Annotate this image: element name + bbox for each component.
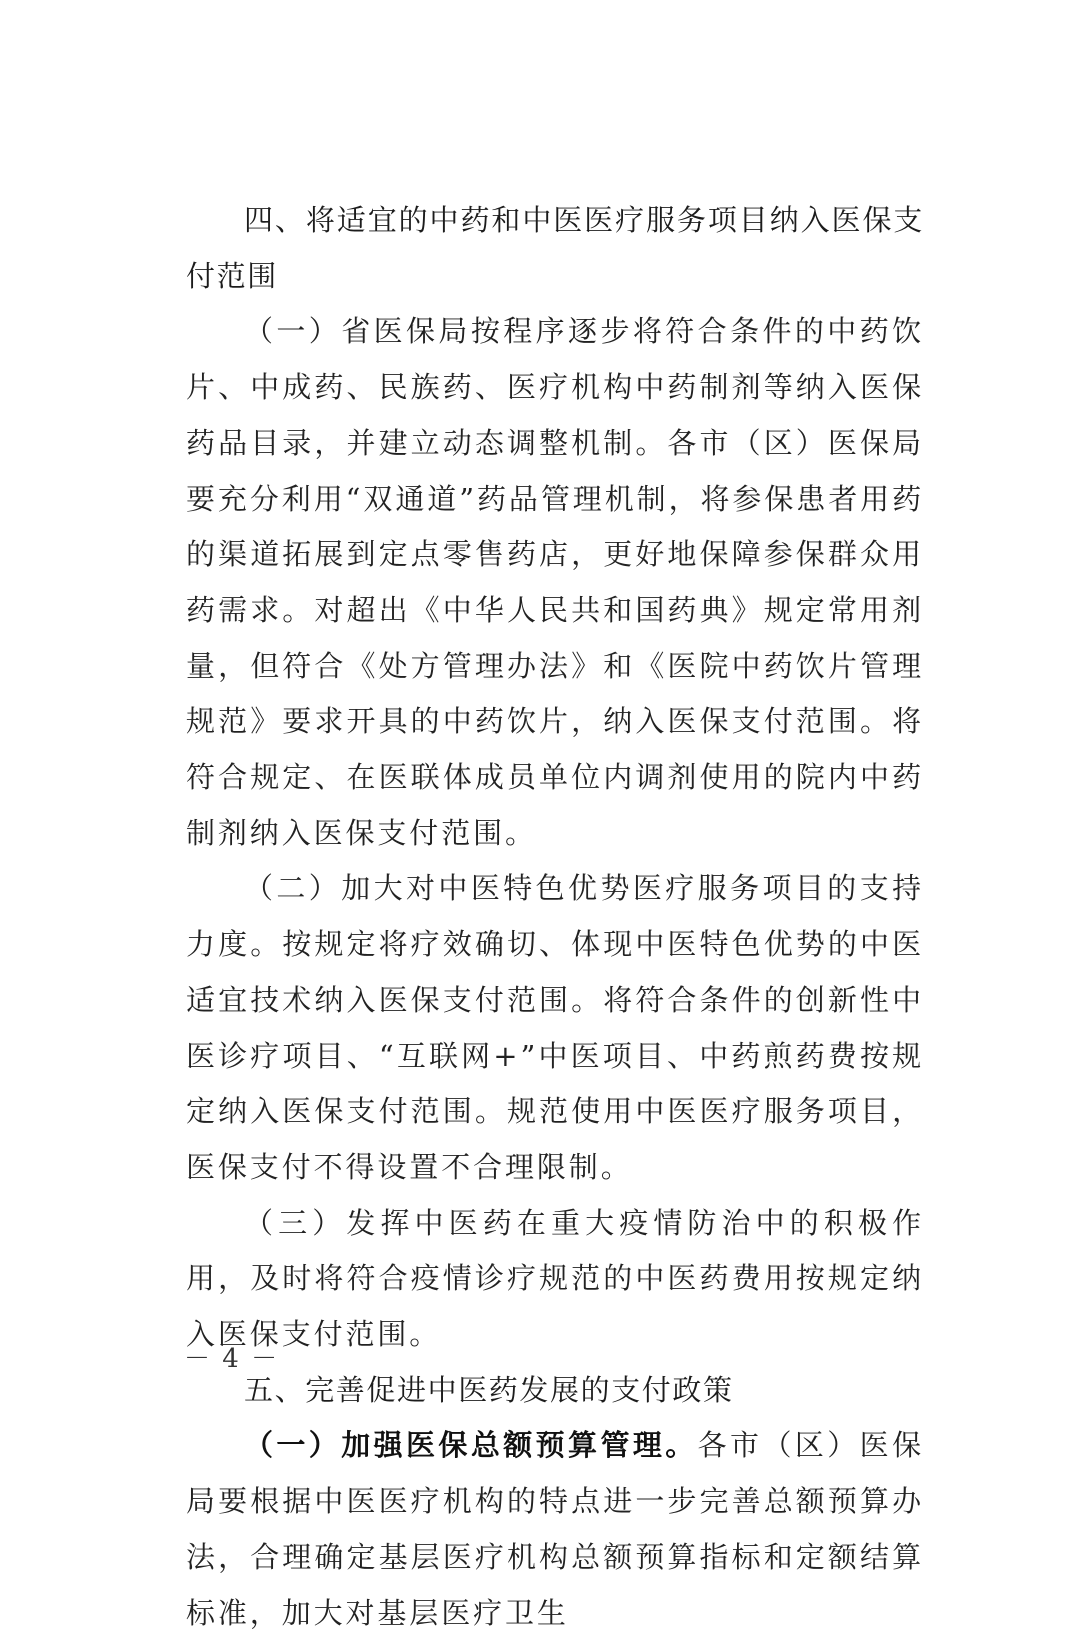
section-5-heading: 五、完善促进中医药发展的支付政策 xyxy=(244,1372,734,1407)
section-4-heading: 四、将适宜的中药和中医医疗服务项目纳入医保支付范围 xyxy=(186,203,924,293)
section-4-item-3: （三）发挥中医药在重大疫情防治中的积极作用，及时将符合疫情诊疗规范的中医药费用按规定纳入医保支付范围。 xyxy=(186,1205,924,1352)
section-5-item-1-body: 各市（区）医保局要根据中医医疗机构的特点进一步完善总额预算办法，合理确定基层医疗机构总额预算指标和定额结算标准，加大对基层医疗卫生 xyxy=(186,1428,924,1630)
page-number: － 4 － xyxy=(184,1344,280,1374)
section-5-item-1-title: （一）加强医保总额预算管理。 xyxy=(244,1428,698,1463)
section-4-item-2: （二）加大对中医特色优势医疗服务项目的支持力度。按规定将疗效确切、体现中医特色优势的中医适宜技术纳入医保支付范围。将符合条件的创新性中医诊疗项目、“互联网+”中医项目、中药煎药费按规定纳入医保支付范围。规范使用中医医疗服务项目，医保支付不得设置不合理限制。 xyxy=(186,871,924,1184)
section-4-item-1: （一）省医保局按程序逐步将符合条件的中药饮片、中成药、民族药、医疗机构中药制剂等纳入医保药品目录，并建立动态调整机制。各市（区）医保局要充分利用“双通道”药品管理机制，将参保患者用药的渠道拓展到定点零售药店，更好地保障参保群众用药需求。对超出《中华人民共和国药典》规定常用剂量，但符合《处方管理办法》和《医院中药饮片管理规范》要求开具的中药饮片，纳入医保支付范围。将符合规定、在医联体成员单位内调剂使用的院内中药制剂纳入医保支付范围。 xyxy=(186,314,924,850)
document-body xyxy=(186,193,924,1641)
section-5-item-1 xyxy=(186,1418,924,1641)
